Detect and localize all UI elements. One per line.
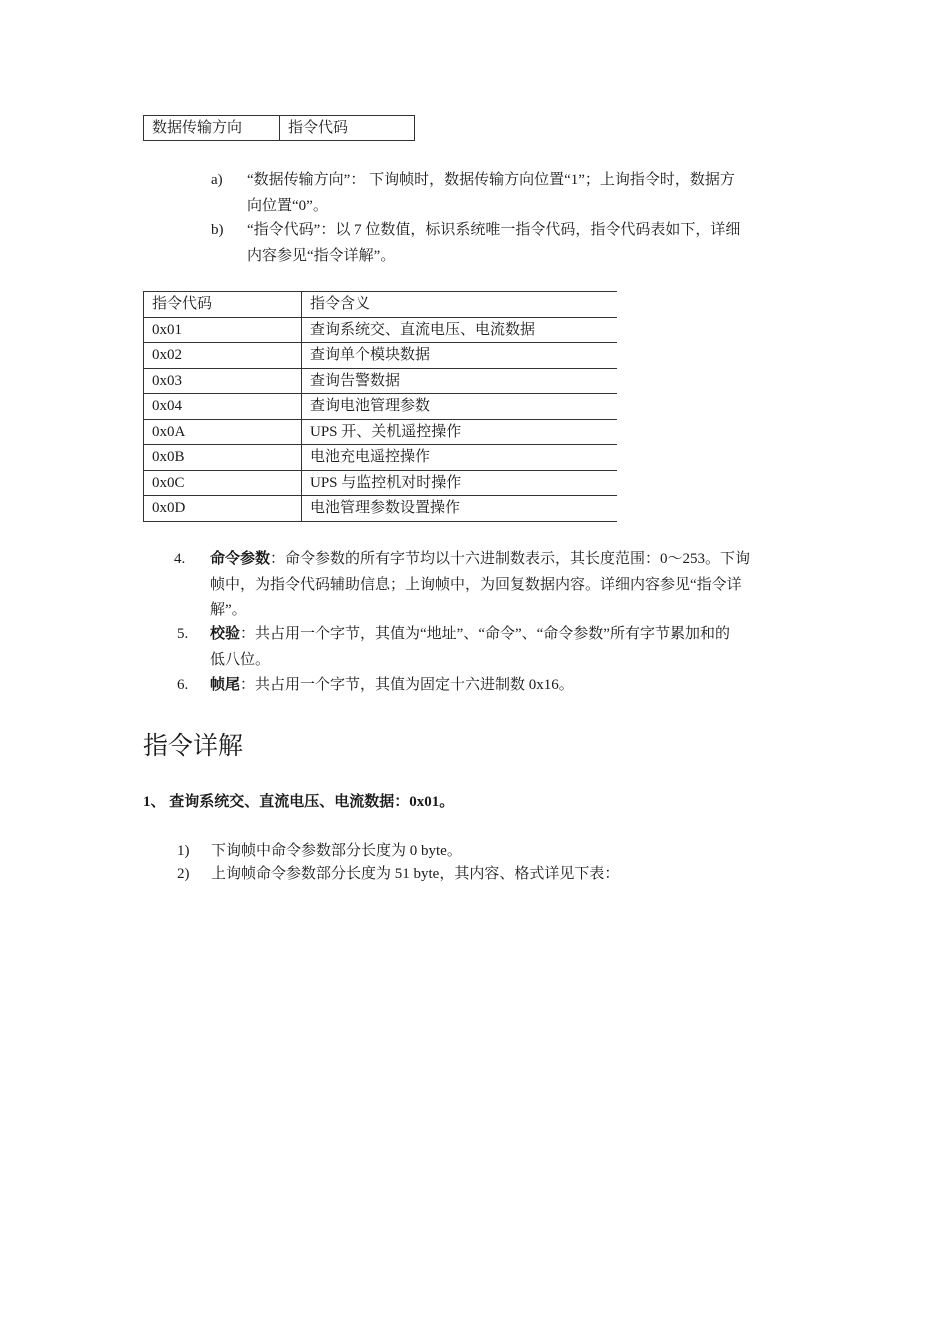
item-text: ：共占用一个字节，其值为“地址”、“命令”、“命令参数”所有字节累加和的	[240, 626, 730, 642]
item-label: b)	[211, 222, 224, 238]
table-row	[144, 317, 618, 343]
item-text: ：共占用一个字节，其值为固定十六进制数 0x16。	[240, 677, 574, 693]
sub-item-a	[211, 168, 807, 220]
cell-meaning: 查询电池管理参数	[302, 394, 618, 420]
cell-meaning: 查询单个模块数据	[302, 343, 618, 369]
table-row	[144, 470, 618, 496]
cell-code: 0x0A	[144, 419, 302, 445]
item-line: 帧中，为指令代码辅助信息；上询帧中，为回复数据内容。详细内容参见“指令详	[210, 576, 742, 593]
cell-code: 0x04	[144, 394, 302, 420]
header-meaning: 指令含义	[302, 292, 618, 318]
step-text: 下询帧中命令参数部分长度为 0 byte。	[211, 843, 462, 859]
sub-item-b	[211, 218, 807, 270]
frame-field-table	[143, 115, 415, 141]
cell-code: 0x01	[144, 317, 302, 343]
table-row	[144, 419, 618, 445]
subsection-title: 1、 查询系统交、直流电压、电流数据：0x01。	[143, 794, 455, 810]
section-heading: 指令详解	[143, 731, 244, 760]
table-row	[144, 394, 618, 420]
step-label: 1)	[177, 843, 190, 859]
table-row	[144, 496, 618, 522]
table-row	[144, 368, 618, 394]
cell-code: 0x0D	[144, 496, 302, 522]
cell-code: 0x0C	[144, 470, 302, 496]
item-text-line2: 向位置“0”。	[247, 197, 328, 214]
item-line	[210, 622, 730, 648]
item-line	[210, 547, 750, 573]
cell-meaning: 电池充电遥控操作	[302, 445, 618, 471]
item-text-line2: 内容参见“指令详解”。	[247, 247, 396, 264]
item-line	[210, 673, 574, 699]
cell-meaning: UPS 开、关机遥控操作	[302, 419, 618, 445]
step-text: 上询帧命令参数部分长度为 51 byte，其内容、格式详见下表：	[211, 866, 620, 882]
cell-command-code: 指令代码	[280, 116, 415, 141]
cell-code: 0x02	[144, 343, 302, 369]
table-row	[144, 343, 618, 369]
command-code-table	[143, 291, 617, 522]
item-line: 低八位。	[210, 651, 271, 668]
item-term: 帧尾	[210, 677, 241, 693]
cell-meaning: 查询系统交、直流电压、电流数据	[302, 317, 618, 343]
cell-code: 0x03	[144, 368, 302, 394]
item-label: a)	[211, 172, 223, 188]
item-line: 解”。	[210, 602, 247, 618]
cell-data-direction: 数据传输方向	[144, 116, 280, 141]
cell-code: 0x0B	[144, 445, 302, 471]
item-label: 5.	[177, 626, 189, 642]
numbered-item-4	[174, 547, 807, 625]
table-row	[144, 445, 618, 471]
table-header-row	[144, 292, 618, 318]
cell-meaning: UPS 与监控机对时操作	[302, 470, 618, 496]
step-2	[177, 862, 777, 888]
cell-meaning: 查询告警数据	[302, 368, 618, 394]
cell-meaning: 电池管理参数设置操作	[302, 496, 618, 522]
numbered-item-5	[177, 622, 807, 674]
item-label: 6.	[177, 677, 189, 693]
header-code: 指令代码	[144, 292, 302, 318]
step-label: 2)	[177, 866, 190, 882]
item-text-line1: “数据传输方向”： 下询帧时，数据传输方向位置“1”；上询指令时，数据方	[247, 172, 735, 188]
item-text-line1: “指令代码”：以 7 位数值，标识系统唯一指令代码，指令代码表如下，详细	[247, 222, 741, 238]
item-text: ：命令参数的所有字节均以十六进制数表示，其长度范围：0～253。下询	[270, 551, 751, 567]
item-label: 4.	[174, 551, 186, 567]
item-term: 命令参数	[210, 551, 271, 567]
numbered-item-6	[177, 673, 807, 699]
item-term: 校验	[210, 626, 241, 642]
